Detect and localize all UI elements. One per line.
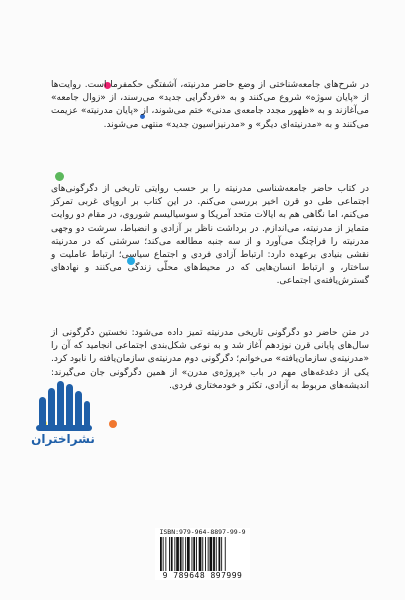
- barcode-icon: [159, 537, 246, 571]
- isbn-label: ISBN:979-964-8897-99-9: [159, 528, 246, 536]
- blurb-paragraph-2: در کتاب حاضر جامعه‌شناسی مدرنیته را بر حسب روایتی تاریخی از دگرگونی‌های اجتماعی طی دو قرن اخیر بررسی می‌کنم. در این کتاب بر اروپای غربی تمرکز می‌کنم، اما نگاهی هم به ایالات متحد آمریکا و سوسیالیسم شوروی، در مقام دو روایت متمایز از مدرنیته، می‌اندازم. در برداشت ناظر بر آزادی و انضباط، سرشت دو وجهی مدرنیته را فراچنگ می‌آورد و از سه جنبه مطالعه می‌کند؛ سرشتی که در مدرنیته نقشی بنیادی برعهده دارد: ارتباط آزادی فردی و اجتماع سیاسی؛ ارتباط عاملیت و ساختار، و ارتباط انسان‌هایی که در محیط‌های محلّی زندگی می‌کنند و نهادهای گسترش‌یافته‌ی اجتماعی.: [51, 184, 369, 287]
- blurb-paragraph-1: در شرح‌های جامعه‌شناختی از وضع حاضر مدرنیته، آشفتگی حکمفرما است. روایت‌ها از «پایان سوژه» شروع می‌کنند و به «فردگرایی جدید» می‌رسند، از «زوال جامعه» می‌آغازند و به «ظهور مجدد جامعه‌ی مدنی» ختم می‌شوند، از «پایان مدرنیته» عزیمت می‌کنند و به «مدرنیته‌ای دیگر» و «مدرنیزاسیون جدید» منتهی می‌شوند.: [51, 80, 369, 130]
- blurb-paragraph-3: در متن حاضر دو دگرگونی تاریخی مدرنیته تمیز داده می‌شود: نخستین دگرگونی از سال‌های پایانی قرن نوزدهم آغاز شد و به نوعی شکل‌بندی اجتماعی انجامید که آن را «مدرنیته‌ی سازمان‌یافته» می‌خوانم؛ دگرگونی دوم مدرنیته‌ی سازمان‌یافته را نابود کرد. یکی از دغدغه‌های مهم در باب «پروژه‌ی مدرن» از همین دگرگونی جان می‌گیرند: اندیشه‌های مربوط به آزادی، تکثر و خودمختاری فردی.: [51, 328, 369, 391]
- isbn-barcode-box: [155, 528, 250, 580]
- barcode-number: 9 789648 897999: [162, 571, 243, 580]
- decorative-dot-green: [55, 172, 64, 181]
- publisher-name: نشراختران: [31, 432, 95, 446]
- decorative-dot-orange: [109, 420, 117, 428]
